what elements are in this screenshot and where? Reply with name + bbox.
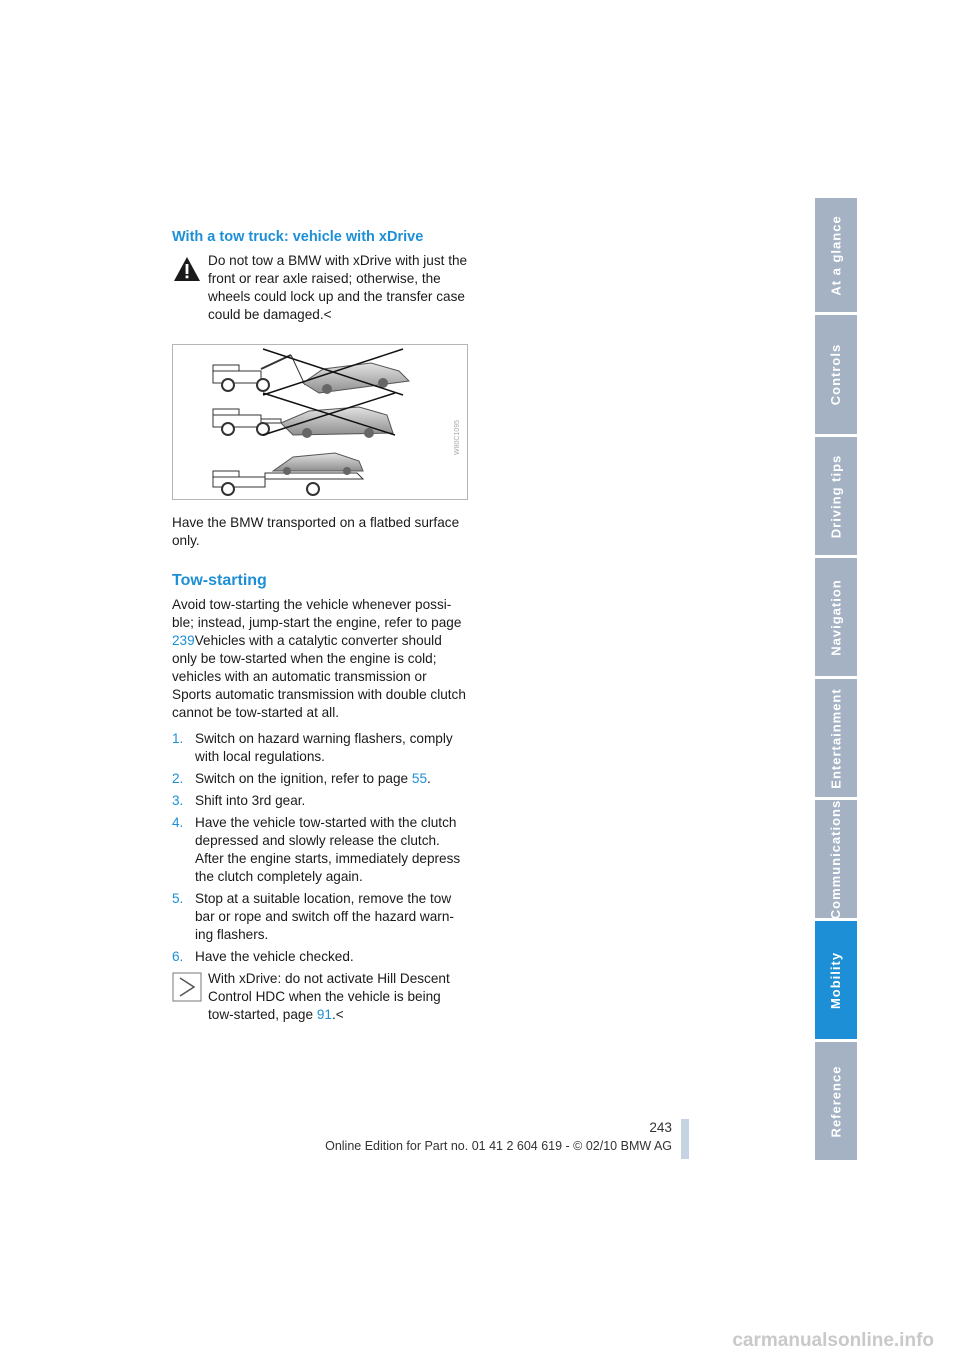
end-mark: < [335, 1007, 344, 1022]
chapter-tabs [815, 198, 858, 1160]
tab-at-a-glance[interactable]: At a glance [815, 198, 857, 312]
tab-controls[interactable]: Controls [815, 315, 857, 434]
warning-note [172, 252, 468, 324]
end-mark: < [323, 307, 332, 322]
page-link-239[interactable]: 239 [172, 633, 195, 648]
page-number: 243 [649, 1120, 672, 1135]
hdc-note: With xDrive: do not activate Hill Descent Control HDC when the vehicle is being tow-started, page 91.< [172, 970, 468, 1024]
tow-truck-diagram [173, 345, 467, 499]
flatbed-text: Have the BMW transported on a flatbed surface only. [172, 515, 460, 548]
page-content [172, 228, 468, 1024]
note-triangle-icon [172, 972, 202, 1002]
tab-driving-tips[interactable]: Driving tips [815, 437, 857, 555]
flatbed-row [213, 453, 363, 495]
warning-text: Do not tow a BMW with xDrive with just the front or rear axle raised; otherwise, the wheels could lock up and the transfer case could be damaged. [208, 253, 468, 322]
list-item: 2. Switch on the ignition, refer to page 55. [172, 771, 431, 786]
section-title-tow-starting: Tow-starting [172, 572, 267, 589]
watermark: carmanualsonline.info [732, 1330, 934, 1351]
tow-truck-row-2 [213, 393, 395, 438]
list-item: 6. Have the vehicle checked. [172, 949, 354, 964]
tow-steps-list [172, 730, 468, 966]
figure-code: W80C1095 [454, 419, 461, 455]
page-marker-bar [681, 1119, 689, 1159]
footer-edition: Online Edition for Part no. 01 41 2 604 619 - © 02/10 BMW AG [325, 1139, 672, 1153]
list-item: 3. Shift into 3rd gear. [172, 793, 306, 808]
list-item: 4. Have the vehicle tow-started with the clutch depressed and slowly release the clutch. After the engine starts, immediately depress the clutch completely again. [172, 815, 461, 884]
list-item: 1. Switch on hazard warning flashers, comply with local regulations. [172, 731, 453, 764]
tow-truck-row-1 [213, 349, 409, 395]
warning-triangle-icon [172, 254, 202, 284]
section-title-xdrive: With a tow truck: vehicle with xDrive [172, 229, 424, 245]
page-link-91[interactable]: 91 [316, 1007, 332, 1022]
list-item: 5. Stop at a suitable location, remove the tow bar or rope and switch off the hazard warn-ing flashers. [172, 891, 454, 942]
towing-illustration [172, 344, 468, 500]
tab-mobility[interactable]: Mobility [815, 921, 857, 1039]
tow-intro: Avoid tow-starting the vehicle whenever possi-ble; instead, jump-start the engine, refer to page 239Vehicles with a catalytic converter should only be tow-started when the engine is cold; vehicles with an automatic transmission or Sports automatic transmission with double clutch cannot be tow-started at all. [172, 597, 466, 720]
tab-reference[interactable]: Reference [815, 1042, 857, 1160]
page-link-55[interactable]: 55 [411, 771, 428, 786]
tab-navigation[interactable]: Navigation [815, 558, 857, 676]
tab-entertainment[interactable]: Entertainment [815, 679, 857, 797]
tab-communications[interactable]: Communications [815, 800, 857, 918]
